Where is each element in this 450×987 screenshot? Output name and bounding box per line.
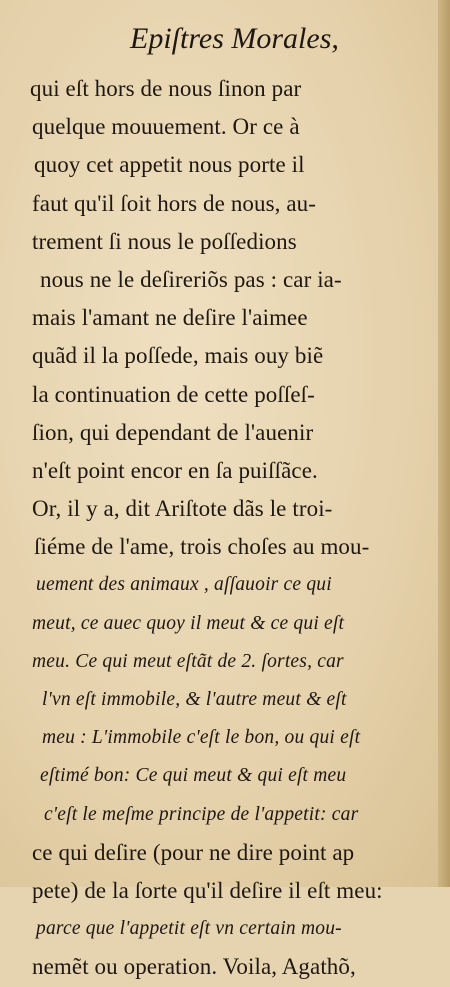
text-line: pete) de la ſorte qu'il deſire il eſt meu: — [32, 877, 383, 903]
text-line: quoy cet appetit nous porte il — [34, 152, 305, 178]
page-gutter-edge — [438, 0, 450, 887]
text-line: faut qu'il ſoit hors de nous, au- — [32, 190, 317, 216]
text-line: Or, il y a, dit Ariſtote dãs le troi- — [32, 496, 333, 522]
text-line: uement des animaux , aſſauoir ce qui — [36, 574, 332, 596]
text-line: trement ſi nous le poſſedions — [32, 228, 297, 254]
text-line: parce que l'appetit eſt vn certain mou- — [36, 918, 342, 940]
text-line: meu. Ce qui meut eſtãt de 2. ſortes, car — [32, 650, 344, 672]
text-line: eſtimé bon: Ce qui meut & qui eſt meu — [40, 765, 347, 787]
running-header: Epiſtres Morales, — [130, 22, 339, 55]
text-line: nous ne le deſireriõs pas : car ia- — [40, 266, 342, 292]
text-line: meu : L'immobile c'eſt le bon, ou qui eſt — [42, 727, 361, 749]
text-line: l'vn eſt immobile, & l'autre meut & eſt — [42, 689, 347, 710]
text-line: quelque mouuement. Or ce à — [32, 114, 300, 140]
text-line: ſion, qui dependant de l'auenir — [32, 419, 314, 445]
text-line: quãd il la poſſede, mais ouy biẽ — [32, 343, 324, 369]
text-line: nemẽt ou operation. Voila, Agathõ, — [32, 954, 356, 980]
text-line: meut, ce auec quoy il meut & ce qui eſt — [32, 612, 345, 634]
text-line: n'eſt point encor en ſa puiſſãce. — [32, 457, 318, 483]
text-line: c'eſt le meſme principe de l'appetit: car — [44, 803, 359, 825]
body-text — [30, 70, 415, 987]
text-line: mais l'amant ne deſire l'aimee — [32, 305, 308, 331]
text-line: ſiéme de l'ame, trois choſes au mou- — [34, 534, 370, 560]
text-line: la continuation de cette poſſeſ- — [32, 381, 315, 407]
text-line: qui eſt hors de nous ſinon par — [30, 76, 302, 101]
text-line: ce qui deſire (pour ne dire point ap — [32, 839, 355, 865]
